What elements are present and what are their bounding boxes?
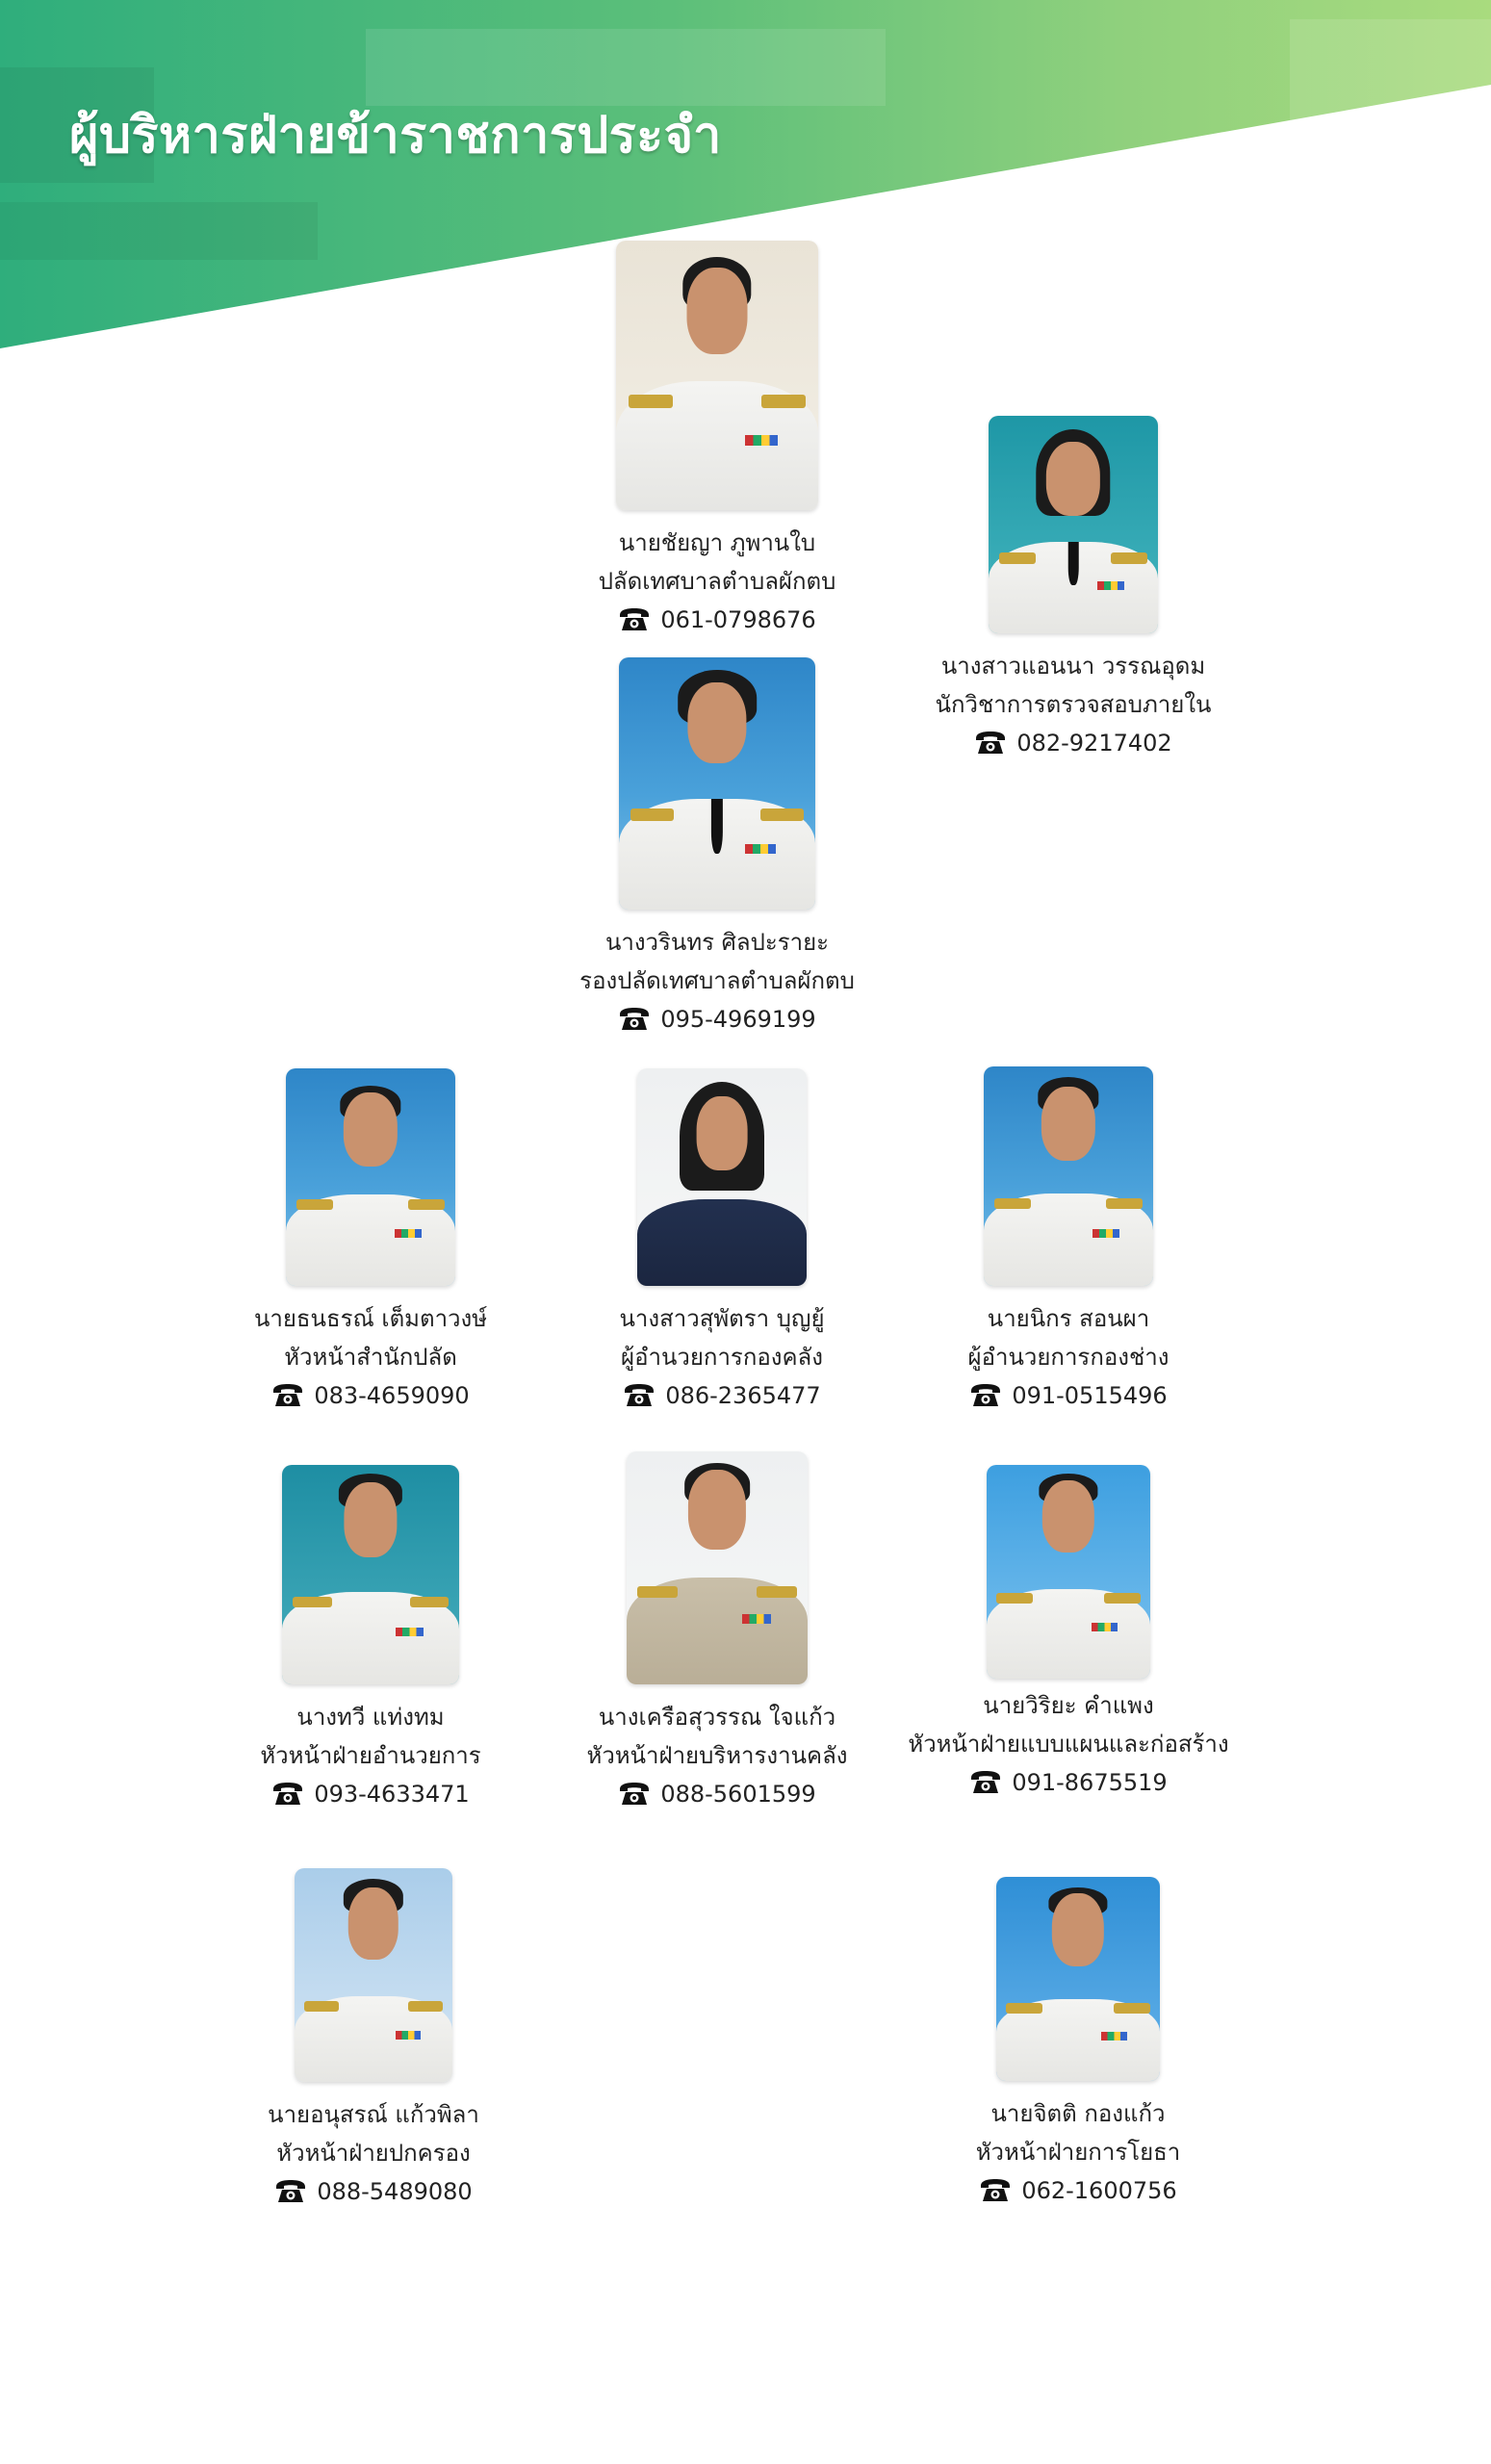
phone-number: 093-4633471 bbox=[314, 1781, 470, 1808]
banner-stripe bbox=[1290, 19, 1491, 135]
person-card bbox=[568, 1451, 866, 1818]
phone-number: 095-4969199 bbox=[660, 1006, 816, 1033]
portrait-photo bbox=[996, 1877, 1160, 2081]
portrait-photo bbox=[619, 657, 815, 910]
portrait-photo bbox=[989, 416, 1158, 633]
telephone-icon bbox=[271, 1383, 304, 1408]
person-role: ปลัดเทศบาลตำบลผักตบ bbox=[598, 568, 836, 595]
person-card bbox=[929, 1066, 1208, 1420]
person-role: หัวหน้าฝ่ายแบบแผนและก่อสร้าง bbox=[908, 1731, 1229, 1758]
portrait-photo bbox=[616, 241, 818, 510]
person-name: นางสาวสุพัตรา บุญยู้ bbox=[619, 1305, 825, 1332]
banner-stripe bbox=[0, 202, 318, 260]
person-card bbox=[568, 657, 866, 1043]
phone-number: 088-5601599 bbox=[660, 1781, 816, 1808]
phone-number: 082-9217402 bbox=[1016, 730, 1172, 757]
phone-number: 062-1600756 bbox=[1021, 2177, 1177, 2204]
person-card bbox=[934, 416, 1213, 767]
person-name: นายอนุสรณ์ แก้วพิลา bbox=[268, 2101, 479, 2128]
portrait-photo bbox=[984, 1066, 1153, 1286]
portrait-photo bbox=[987, 1465, 1150, 1679]
telephone-icon bbox=[623, 1383, 656, 1408]
phone-number: 083-4659090 bbox=[314, 1382, 470, 1409]
phone-number: 088-5489080 bbox=[317, 2178, 473, 2205]
person-name: นายวิริยะ คำแพง bbox=[983, 1692, 1154, 1719]
page-title: ผู้บริหารฝ่ายข้าราชการประจำ bbox=[69, 107, 722, 165]
portrait-photo bbox=[627, 1451, 808, 1684]
person-name: นายธนธรณ์ เต็มตาวงษ์ bbox=[253, 1305, 488, 1332]
person-role: หัวหน้าฝ่ายบริหารงานคลัง bbox=[586, 1742, 848, 1769]
person-name: นางเครือสุวรรณ ใจแก้ว bbox=[598, 1704, 836, 1731]
portrait-photo bbox=[282, 1465, 459, 1684]
person-role: นักวิชาการตรวจสอบภายใน bbox=[935, 691, 1212, 718]
person-role: หัวหน้าฝ่ายการโยธา bbox=[975, 2139, 1181, 2166]
telephone-icon bbox=[618, 1007, 651, 1032]
person-role: ผู้อำนวยการกองช่าง bbox=[967, 1344, 1170, 1371]
person-name: นางวรินทร ศิลปะรายะ bbox=[604, 929, 830, 956]
telephone-icon bbox=[974, 731, 1007, 756]
person-card bbox=[578, 241, 857, 644]
person-name: นายจิตติ กองแก้ว bbox=[990, 2100, 1166, 2127]
portrait-photo bbox=[286, 1068, 455, 1286]
telephone-icon bbox=[979, 2178, 1012, 2203]
phone-number: 091-8675519 bbox=[1012, 1769, 1168, 1796]
person-name: นายชัยญา ภูพานใบ bbox=[618, 529, 816, 556]
phone-number: 086-2365477 bbox=[665, 1382, 821, 1409]
person-card bbox=[582, 1068, 861, 1420]
telephone-icon bbox=[271, 1782, 304, 1807]
person-card bbox=[938, 1877, 1218, 2215]
person-name: นางทวี แท่งทม bbox=[296, 1704, 445, 1731]
telephone-icon bbox=[274, 2179, 307, 2204]
telephone-icon bbox=[618, 1782, 651, 1807]
person-role: หัวหน้าฝ่ายอำนวยการ bbox=[260, 1742, 481, 1769]
telephone-icon bbox=[618, 607, 651, 632]
person-role: หัวหน้าฝ่ายปกครอง bbox=[276, 2140, 471, 2167]
portrait-photo bbox=[637, 1068, 807, 1286]
person-role: รองปลัดเทศบาลตำบลผักตบ bbox=[579, 967, 855, 994]
phone-number: 061-0798676 bbox=[660, 606, 816, 633]
person-role: หัวหน้าสำนักปลัด bbox=[284, 1344, 457, 1371]
person-role: ผู้อำนวยการกองคลัง bbox=[621, 1344, 823, 1371]
portrait-photo bbox=[295, 1868, 452, 2082]
person-name: นายนิกร สอนผา bbox=[987, 1305, 1150, 1332]
phone-number: 091-0515496 bbox=[1012, 1382, 1168, 1409]
person-name: นางสาวแอนนา วรรณอุดม bbox=[940, 653, 1206, 680]
person-card bbox=[231, 1068, 510, 1420]
telephone-icon bbox=[969, 1383, 1002, 1408]
person-card bbox=[231, 1465, 510, 1818]
person-card bbox=[905, 1465, 1232, 1807]
telephone-icon bbox=[969, 1770, 1002, 1795]
person-card bbox=[234, 1868, 513, 2216]
